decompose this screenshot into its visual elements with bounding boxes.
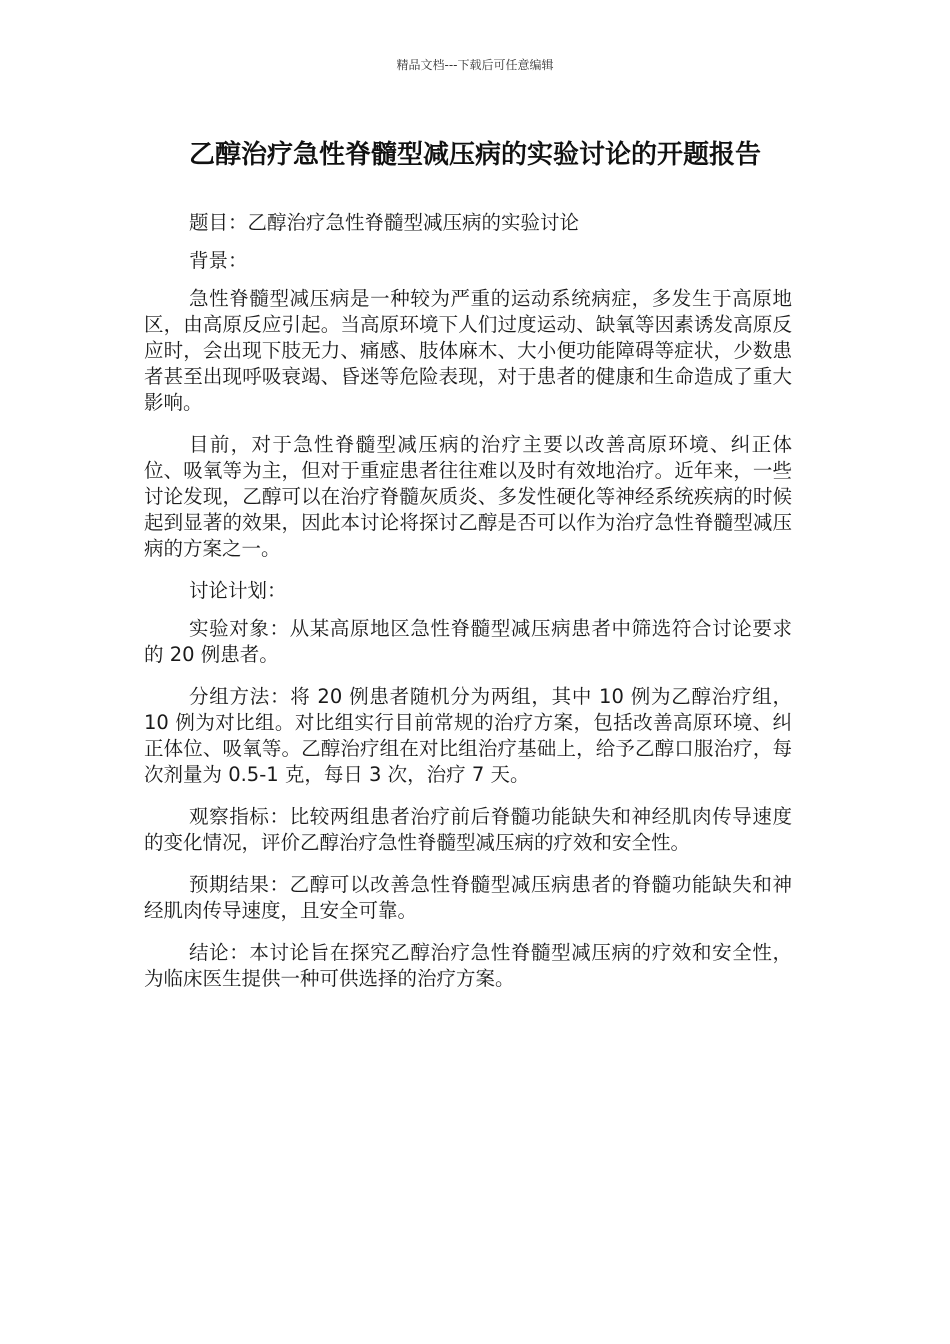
paragraph-grouping: 分组方法：将 20 例患者随机分为两组，其中 10 例为乙醇治疗组，10 例为对比组。对比组实行目前常规的治疗方案，包括改善高原环境、纠正体位、吸氧等。乙醇治疗组在对比组治疗基础上，给予乙醇口服治疗，每次剂量为 0.5-1 克，每日 3 次，治疗 7 天。 <box>144 685 792 786</box>
page-header-watermark: 精品文档---下载后可任意编辑 <box>396 58 554 72</box>
heading-research-plan: 讨论计划： <box>189 579 287 602</box>
paragraph-background-2: 目前，对于急性脊髓型减压病的治疗主要以改善高原环境、纠正体位、吸氧等为主，但对于重症患者往往难以及时有效地治疗。近年来，一些讨论发现，乙醇可以在治疗脊髓灰质炎、多发性硬化等神经系统疾病的时候起到显著的效果，因此本讨论将探讨乙醇是否可以作为治疗急性脊髓型减压病的方案之一。 <box>144 433 792 560</box>
paragraph-indicators: 观察指标：比较两组患者治疗前后脊髓功能缺失和神经肌肉传导速度的变化情况，评价乙醇治疗急性脊髓型减压病的疗效和安全性。 <box>144 805 792 854</box>
document-title: 乙醇治疗急性脊髓型减压病的实验讨论的开题报告 <box>188 140 761 170</box>
paragraph-subjects: 实验对象：从某高原地区急性脊髓型减压病患者中筛选符合讨论要求的 20 例患者。 <box>144 617 792 666</box>
heading-background: 背景： <box>189 249 248 272</box>
paragraph-background-1: 急性脊髓型减压病是一种较为严重的运动系统病症，多发生于高原地区，由高原反应引起。当高原环境下人们过度运动、缺氧等因素诱发高原反应时，会出现下肢无力、痛感、肢体麻木、大小便功能障碍等症状，少数患者甚至出现呼吸衰竭、昏迷等危险表现，对于患者的健康和生命造成了重大影响。 <box>144 287 792 414</box>
document-body <box>144 210 792 1008</box>
paragraph-conclusion: 结论：本讨论旨在探究乙醇治疗急性脊髓型减压病的疗效和安全性，为临床医生提供一种可供选择的治疗方案。 <box>144 941 792 990</box>
paragraph-expected-results: 预期结果：乙醇可以改善急性脊髓型减压病患者的脊髓功能缺失和神经肌肉传导速度，且安全可靠。 <box>144 873 792 922</box>
paragraph-topic: 题目：乙醇治疗急性脊髓型减压病的实验讨论 <box>189 211 580 234</box>
